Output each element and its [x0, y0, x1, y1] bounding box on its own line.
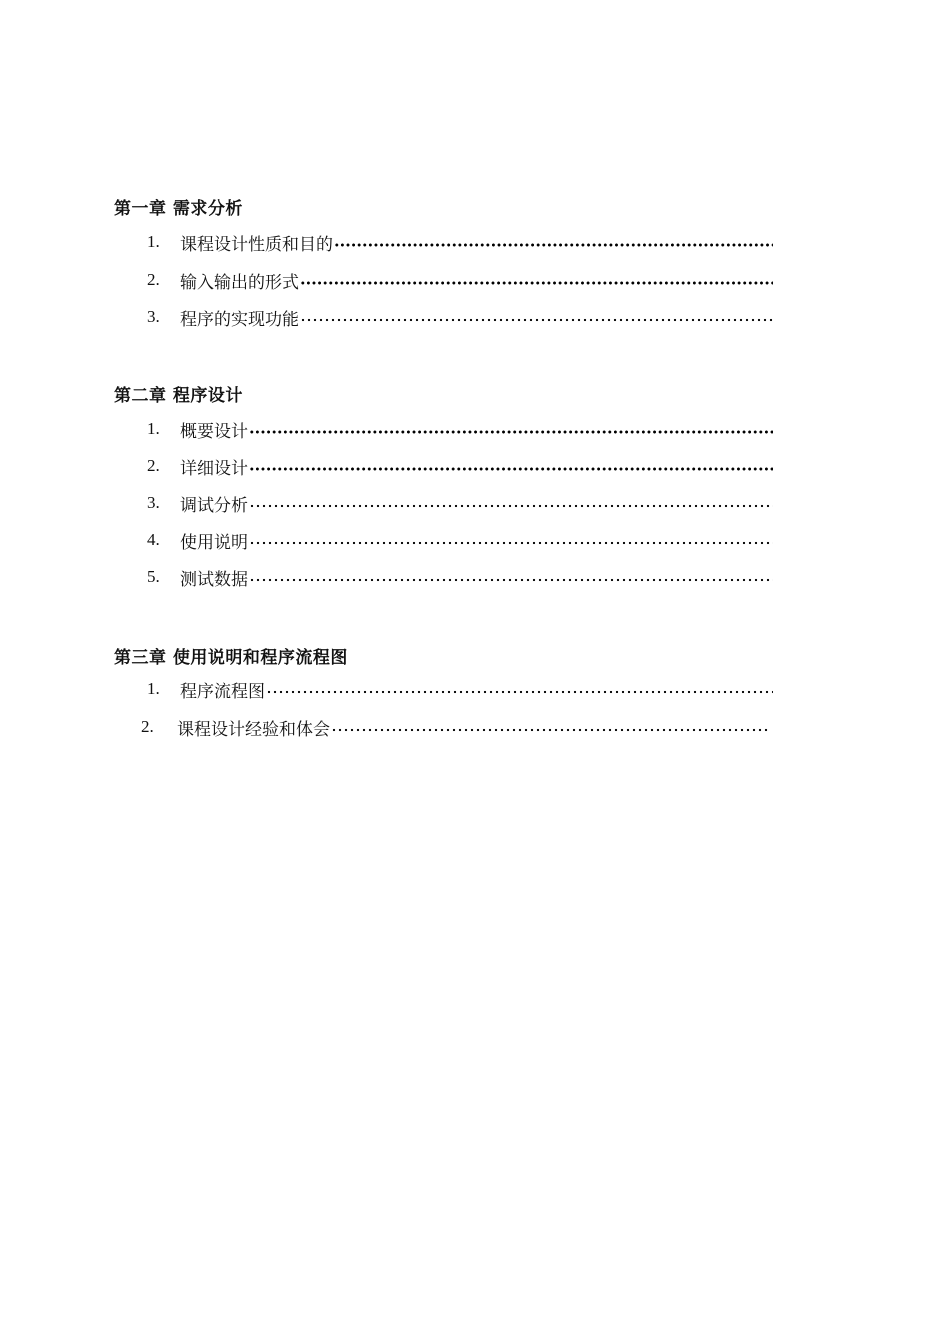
- dot-leader: [334, 243, 773, 247]
- dot-leader: [249, 578, 773, 582]
- entry-text: 程序的实现功能: [180, 309, 299, 330]
- toc-entry[interactable]: [141, 716, 768, 738]
- toc-entry[interactable]: [147, 566, 773, 588]
- dot-leader: [249, 430, 773, 434]
- dot-leader: [300, 281, 773, 285]
- entry-text: 详细设计: [180, 458, 248, 479]
- toc-entry[interactable]: [147, 231, 773, 253]
- entry-number: 2.: [141, 717, 154, 736]
- toc-entry[interactable]: [147, 492, 773, 514]
- dot-leader: [266, 690, 773, 694]
- entry-text: 调试分析: [180, 495, 248, 516]
- toc-entry[interactable]: [147, 306, 773, 328]
- toc-entry[interactable]: [147, 455, 773, 477]
- chapter-title: 第一章 需求分析: [114, 199, 243, 219]
- chapter-title: 第二章 程序设计: [114, 386, 243, 406]
- entry-number: 3.: [147, 493, 160, 512]
- dot-leader: [249, 504, 773, 508]
- chapter-title: 第三章 使用说明和程序流程图: [114, 648, 348, 668]
- toc-entry[interactable]: [147, 529, 773, 551]
- entry-text: 测试数据: [180, 569, 248, 590]
- entry-number: 1.: [147, 679, 160, 698]
- entry-number: 3.: [147, 307, 160, 326]
- entry-text: 课程设计性质和目的: [180, 234, 333, 255]
- entry-text: 概要设计: [180, 421, 248, 442]
- entry-number: 2.: [147, 270, 160, 289]
- entry-number: 2.: [147, 456, 160, 475]
- toc-entry[interactable]: [147, 678, 773, 700]
- entry-text: 使用说明: [180, 532, 248, 553]
- toc-entry[interactable]: [147, 418, 773, 440]
- dot-leader: [249, 541, 773, 545]
- dot-leader: [331, 728, 768, 732]
- entry-number: 5.: [147, 567, 160, 586]
- entry-number: 4.: [147, 530, 160, 549]
- entry-text: 输入输出的形式: [180, 272, 299, 293]
- dot-leader: [300, 318, 773, 322]
- entry-text: 课程设计经验和体会: [177, 719, 330, 740]
- entry-number: 1.: [147, 419, 160, 438]
- toc-entry[interactable]: [147, 269, 773, 291]
- entry-text: 程序流程图: [180, 681, 265, 702]
- dot-leader: [249, 467, 773, 471]
- entry-number: 1.: [147, 232, 160, 251]
